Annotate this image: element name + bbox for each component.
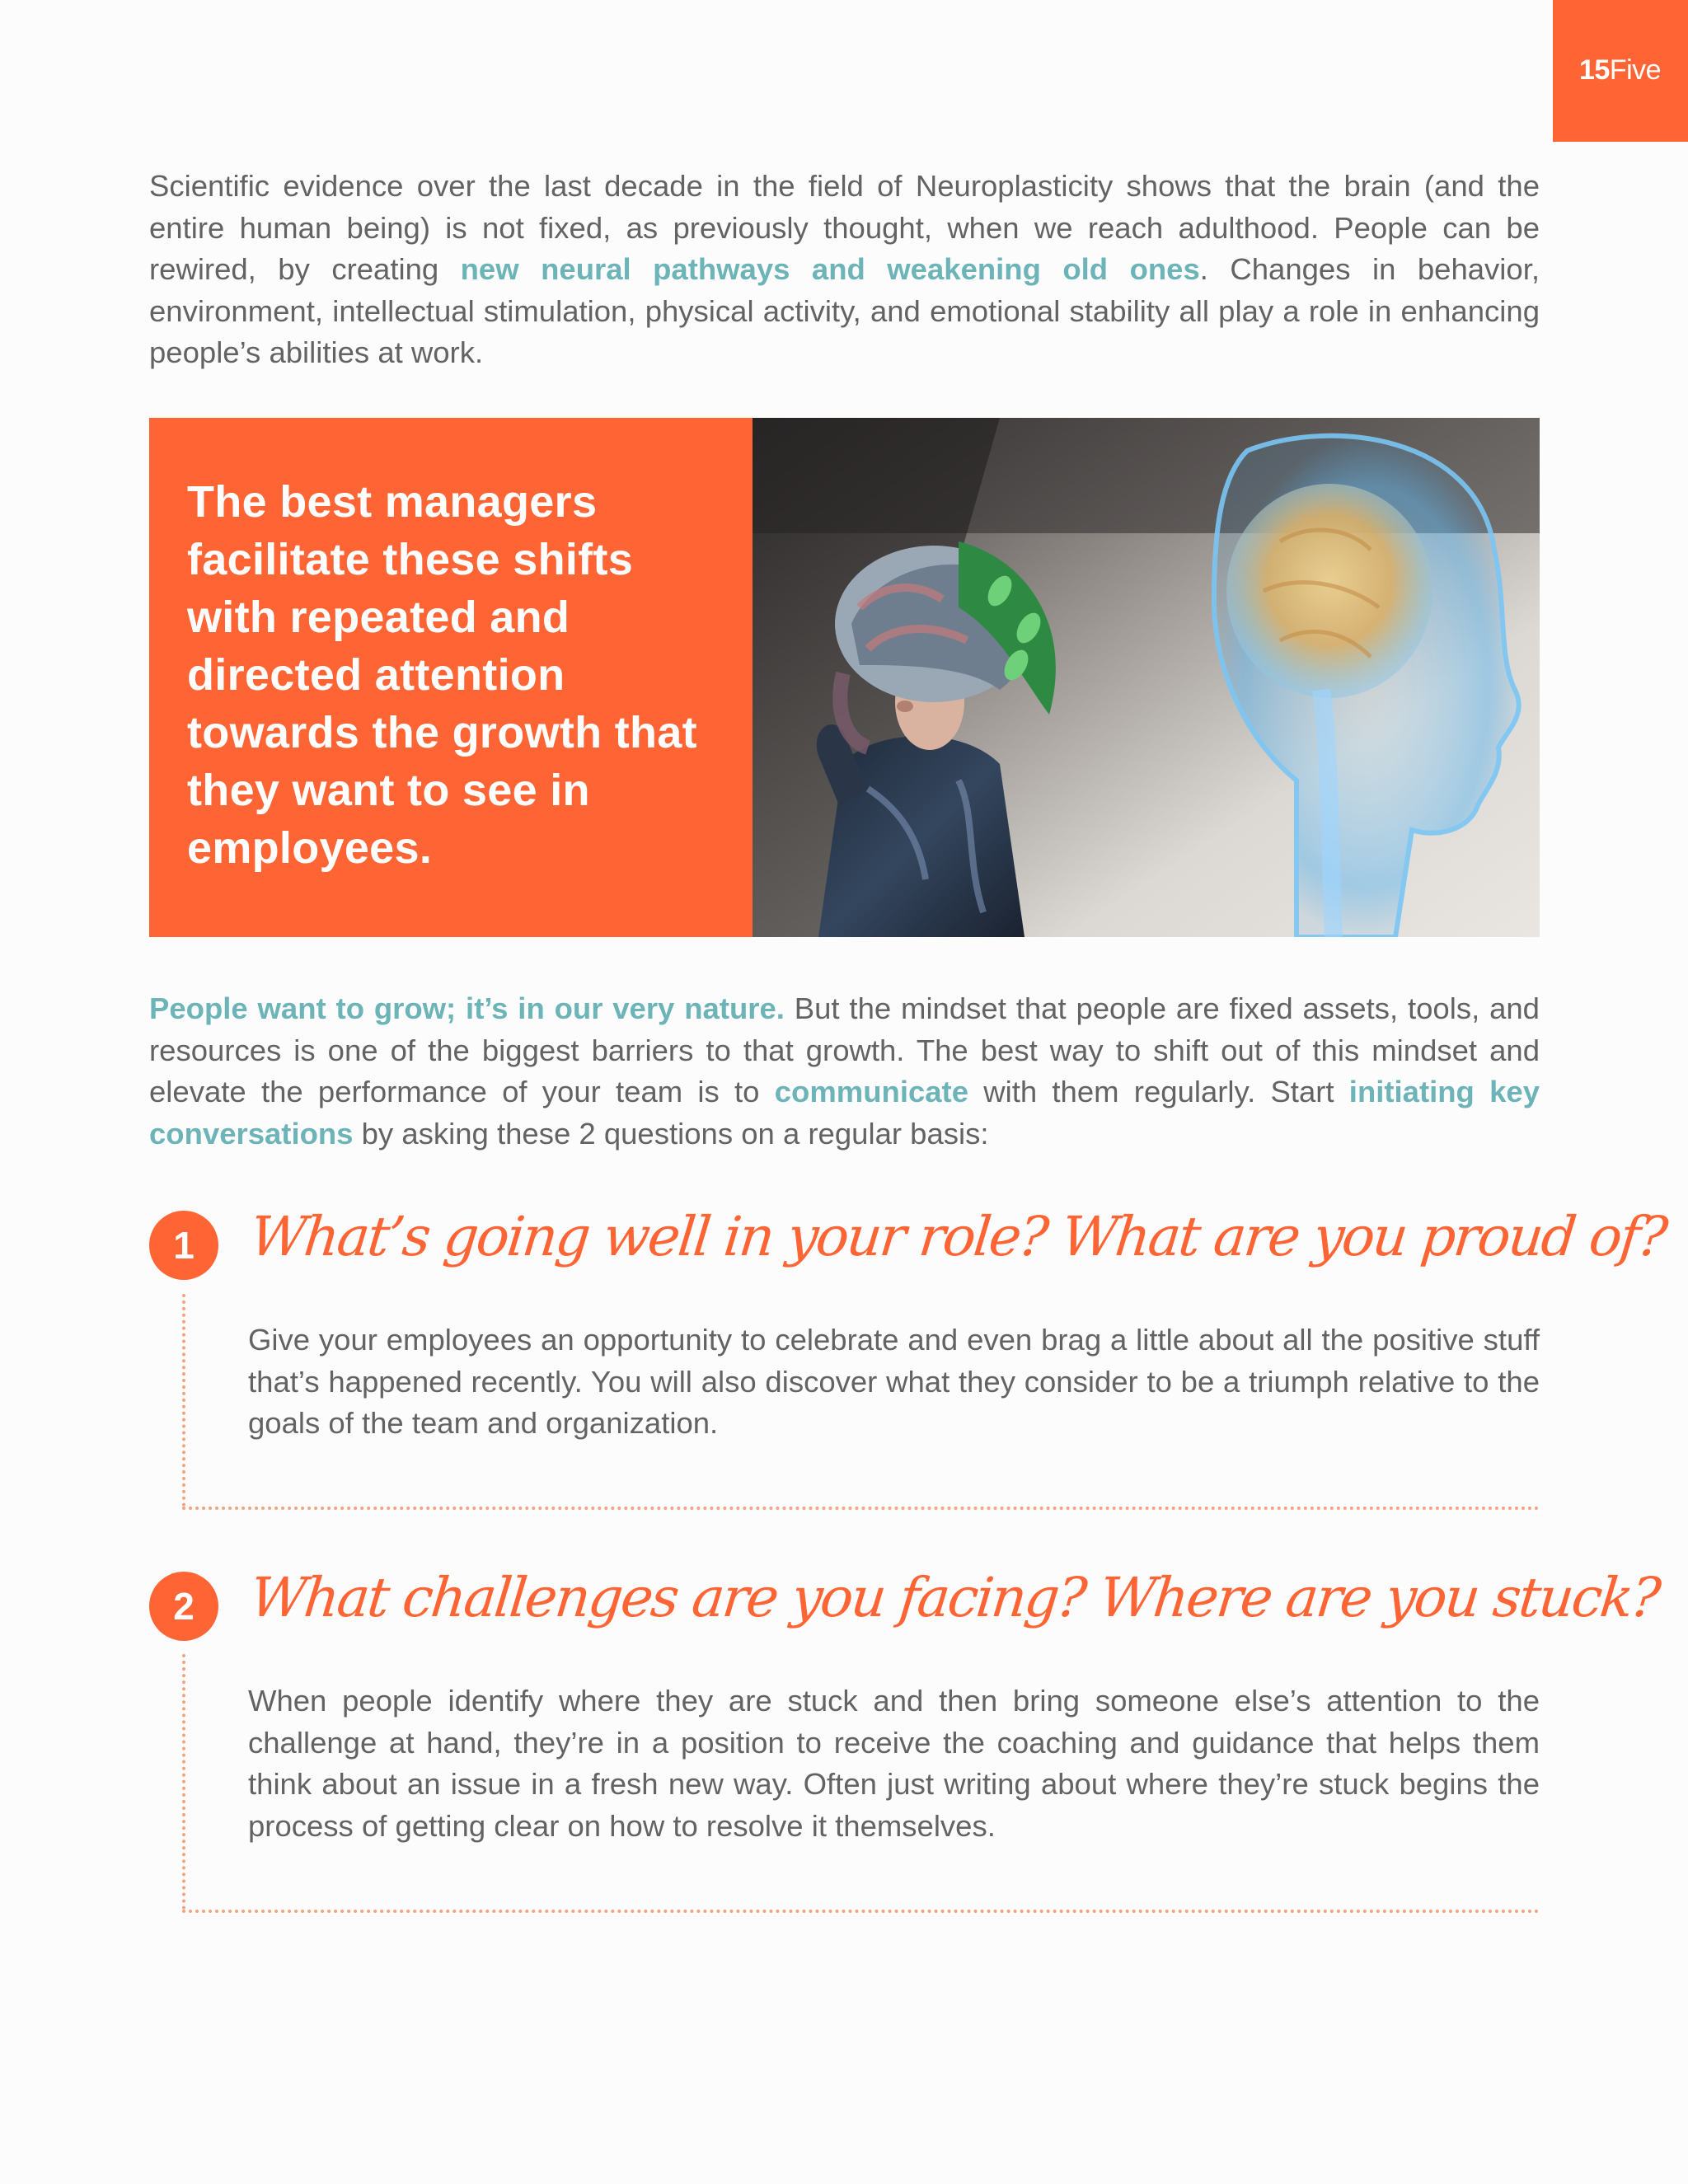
question-2-number-badge: 2 — [149, 1572, 218, 1641]
question-1-connector — [182, 1294, 185, 1507]
mindset-paragraph — [149, 988, 1540, 1155]
feature-block — [149, 418, 1540, 937]
intro-paragraph — [149, 166, 1540, 374]
question-2-connector — [182, 1654, 185, 1910]
intro-text-after: . Changes in behavior, environment, intellectual stimulation, physical activity, and emotional stability all play a role in enhancing people’s abilities at work. — [149, 252, 1540, 369]
brand-tab — [1553, 0, 1688, 142]
brain-projection-photo — [753, 418, 1540, 937]
page-number: 15 — [1579, 54, 1610, 86]
brand-name: Five — [1609, 54, 1662, 86]
intro-highlight: new neural pathways and weakening old ones — [460, 252, 1200, 286]
question-1-divider — [182, 1507, 1540, 1510]
question-1-number-badge: 1 — [149, 1211, 218, 1280]
mindset-highlight-conversations: initiating key conversations — [149, 1075, 1540, 1151]
pull-quote: The best managers facilitate these shifts with repeated and directed attention towards the growth that they want to see in employees. — [149, 418, 753, 937]
mindset-text-3: by asking these 2 questions on a regular basis: — [353, 1116, 989, 1151]
question-1-body: Give your employees an opportunity to celebrate and even brag a little about all the positive stuff that’s happened recently. You will also discover what they consider to be a triumph relative to the goals of the team and organization. — [248, 1323, 1540, 1440]
feature-photo — [753, 418, 1540, 937]
mindset-text-1: But the mindset that people are fixed assets, tools, and resources is one of the biggest barriers to that growth. The best way to shift out of this mindset and elevate the performance of your team is to — [149, 991, 1540, 1108]
question-2-body: When people identify where they are stuck and then bring someone else’s attention to the challenge at hand, they’re in a position to receive the coaching and guidance that helps them think about an issue in a fresh new way. Often just writing about where they’re stuck begins the process of getting clear on how to resolve it themselves. — [248, 1684, 1540, 1843]
question-1-title: What’s going well in your role? What are you proud of? — [247, 1205, 1669, 1268]
mindset-lead: People want to grow; it’s in our very nature. — [149, 991, 785, 1025]
question-2-divider — [182, 1910, 1540, 1913]
mindset-text-2: with them regularly. Start — [968, 1075, 1349, 1108]
question-2-title: What challenges are you facing? Where are you stuck? — [247, 1566, 1662, 1629]
mindset-highlight-communicate: communicate — [774, 1075, 969, 1108]
intro-text-before: Scientific evidence over the last decade in the field of Neuroplasticity shows that the brain (and the entire human being) is not fixed, as previously thought, when we reach adulthood. People can be rewired, by creating — [149, 169, 1540, 286]
